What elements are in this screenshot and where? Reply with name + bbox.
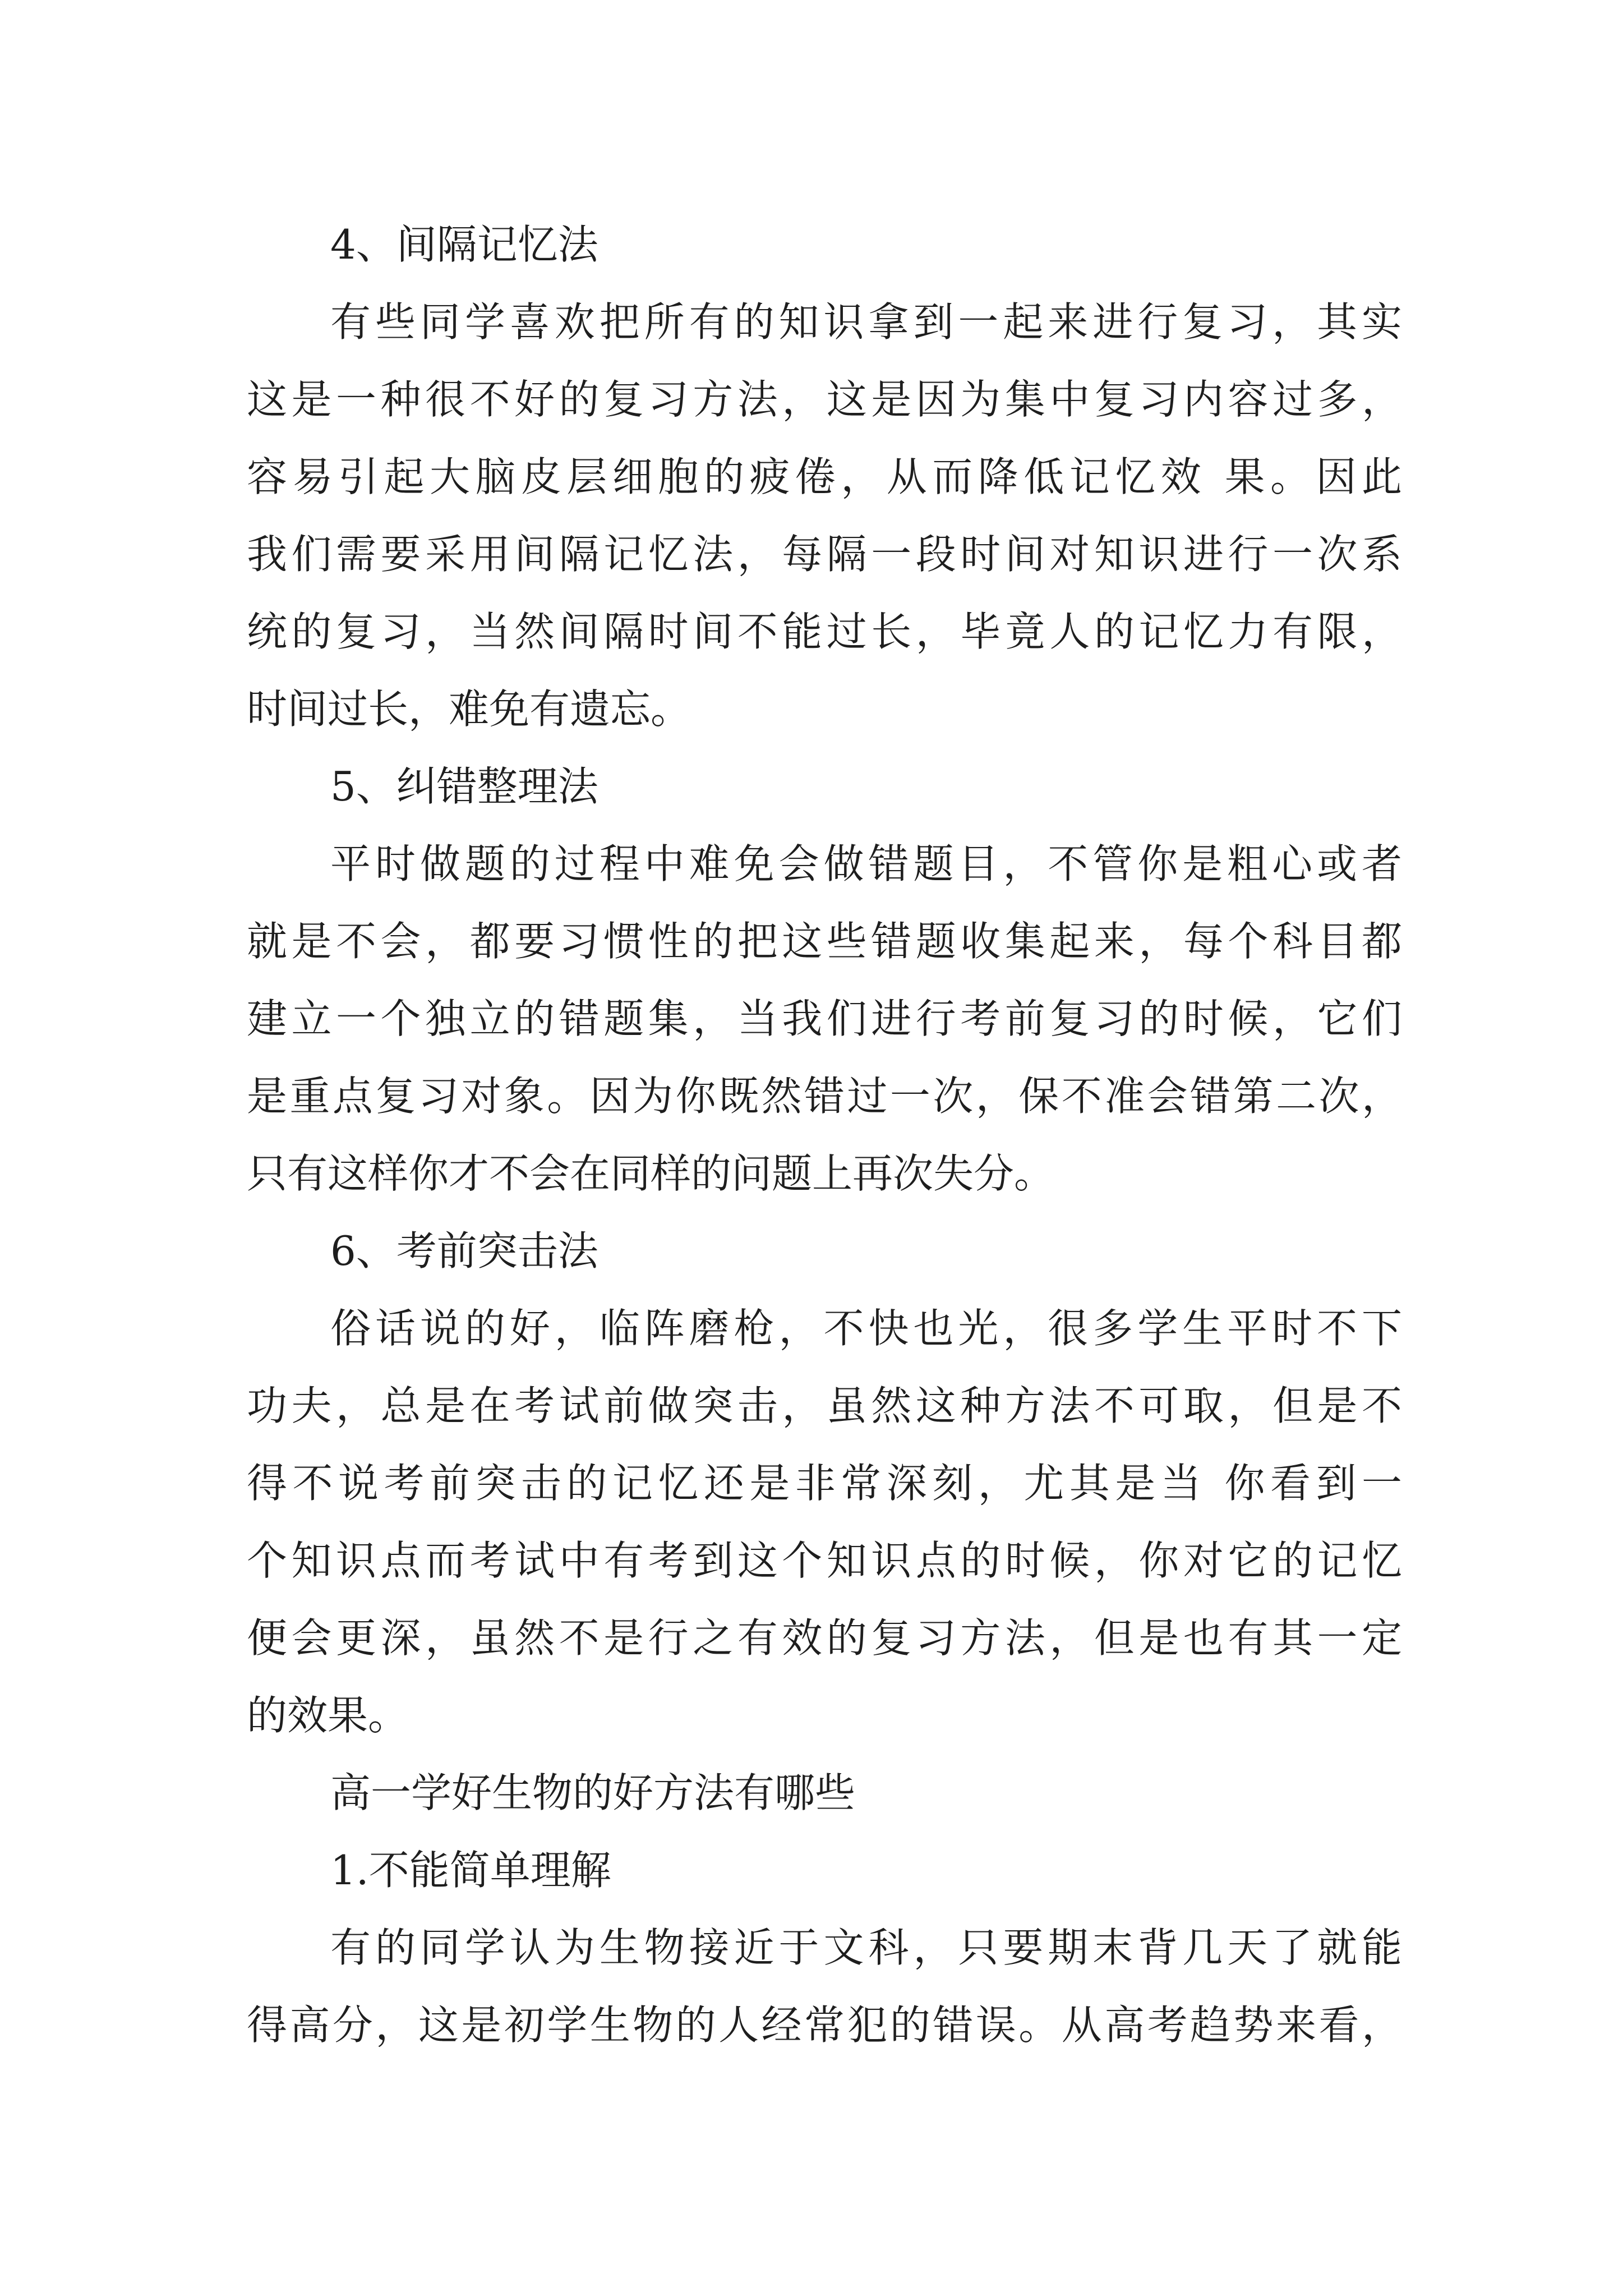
paragraph-line: 这是一种很不好的复习方法，这是因为集中复习内容过多， bbox=[247, 376, 1402, 423]
paragraph-line: 得不说考前突击的记忆还是非常深刻，尤其是当 你看到一 bbox=[247, 1460, 1402, 1507]
section-heading-biology: 高一学好生物的好方法有哪些 bbox=[330, 1769, 856, 1816]
paragraph-line: 有些同学喜欢把所有的知识拿到一起来进行复习，其实 bbox=[330, 298, 1402, 346]
heading-pre-exam-cramming: 6、考前突击法 bbox=[330, 1227, 598, 1274]
paragraph-line: 有的同学认为生物接近于文科，只要期末背几天了就能 bbox=[330, 1924, 1402, 1971]
paragraph-line: 只有这样你才不会在同样的问题上再次失分。 bbox=[247, 1150, 1055, 1197]
heading-error-correction: 5、纠错整理法 bbox=[330, 763, 598, 810]
paragraph-line: 容易引起大脑皮层细胞的疲倦，从而降低记忆效 果。因此 bbox=[247, 453, 1402, 500]
heading-interval-memory: 4、间隔记忆法 bbox=[330, 221, 598, 268]
heading-not-simple-understanding: 1.不能简单理解 bbox=[330, 1847, 611, 1894]
paragraph-line: 得高分，这是初学生物的人经常犯的错误。从高考趋势来看， bbox=[247, 2001, 1402, 2049]
paragraph-line: 建立一个独立的错题集，当我们进行考前复习的时候，它们 bbox=[247, 995, 1402, 1042]
paragraph-line: 的效果。 bbox=[247, 1692, 409, 1739]
paragraph-line: 平时做题的过程中难免会做错题目，不管你是粗心或者 bbox=[330, 840, 1402, 887]
paragraph-line: 时间过长，难免有遗忘。 bbox=[247, 685, 691, 733]
paragraph-line: 我们需要采用间隔记忆法，每隔一段时间对知识进行一次系 bbox=[247, 531, 1402, 578]
paragraph-line: 功夫，总是在考试前做突击，虽然这种方法不可取，但是不 bbox=[247, 1382, 1402, 1429]
paragraph-line: 统的复习，当然间隔时间不能过长，毕竟人的记忆力有限， bbox=[247, 608, 1402, 655]
paragraph-line: 个知识点而考试中有考到这个知识点的时候，你对它的记忆 bbox=[247, 1537, 1402, 1584]
paragraph-line: 俗话说的好，临阵磨枪，不快也光，很多学生平时不下 bbox=[330, 1305, 1402, 1352]
paragraph-line: 便会更深，虽然不是行之有效的复习方法，但是也有其一定 bbox=[247, 1614, 1402, 1662]
paragraph-line: 是重点复习对象。因为你既然错过一次，保不准会错第二次， bbox=[247, 1073, 1402, 1120]
document-body bbox=[247, 206, 1402, 2064]
paragraph-line: 就是不会，都要习惯性的把这些错题收集起来，每个科目都 bbox=[247, 918, 1402, 965]
